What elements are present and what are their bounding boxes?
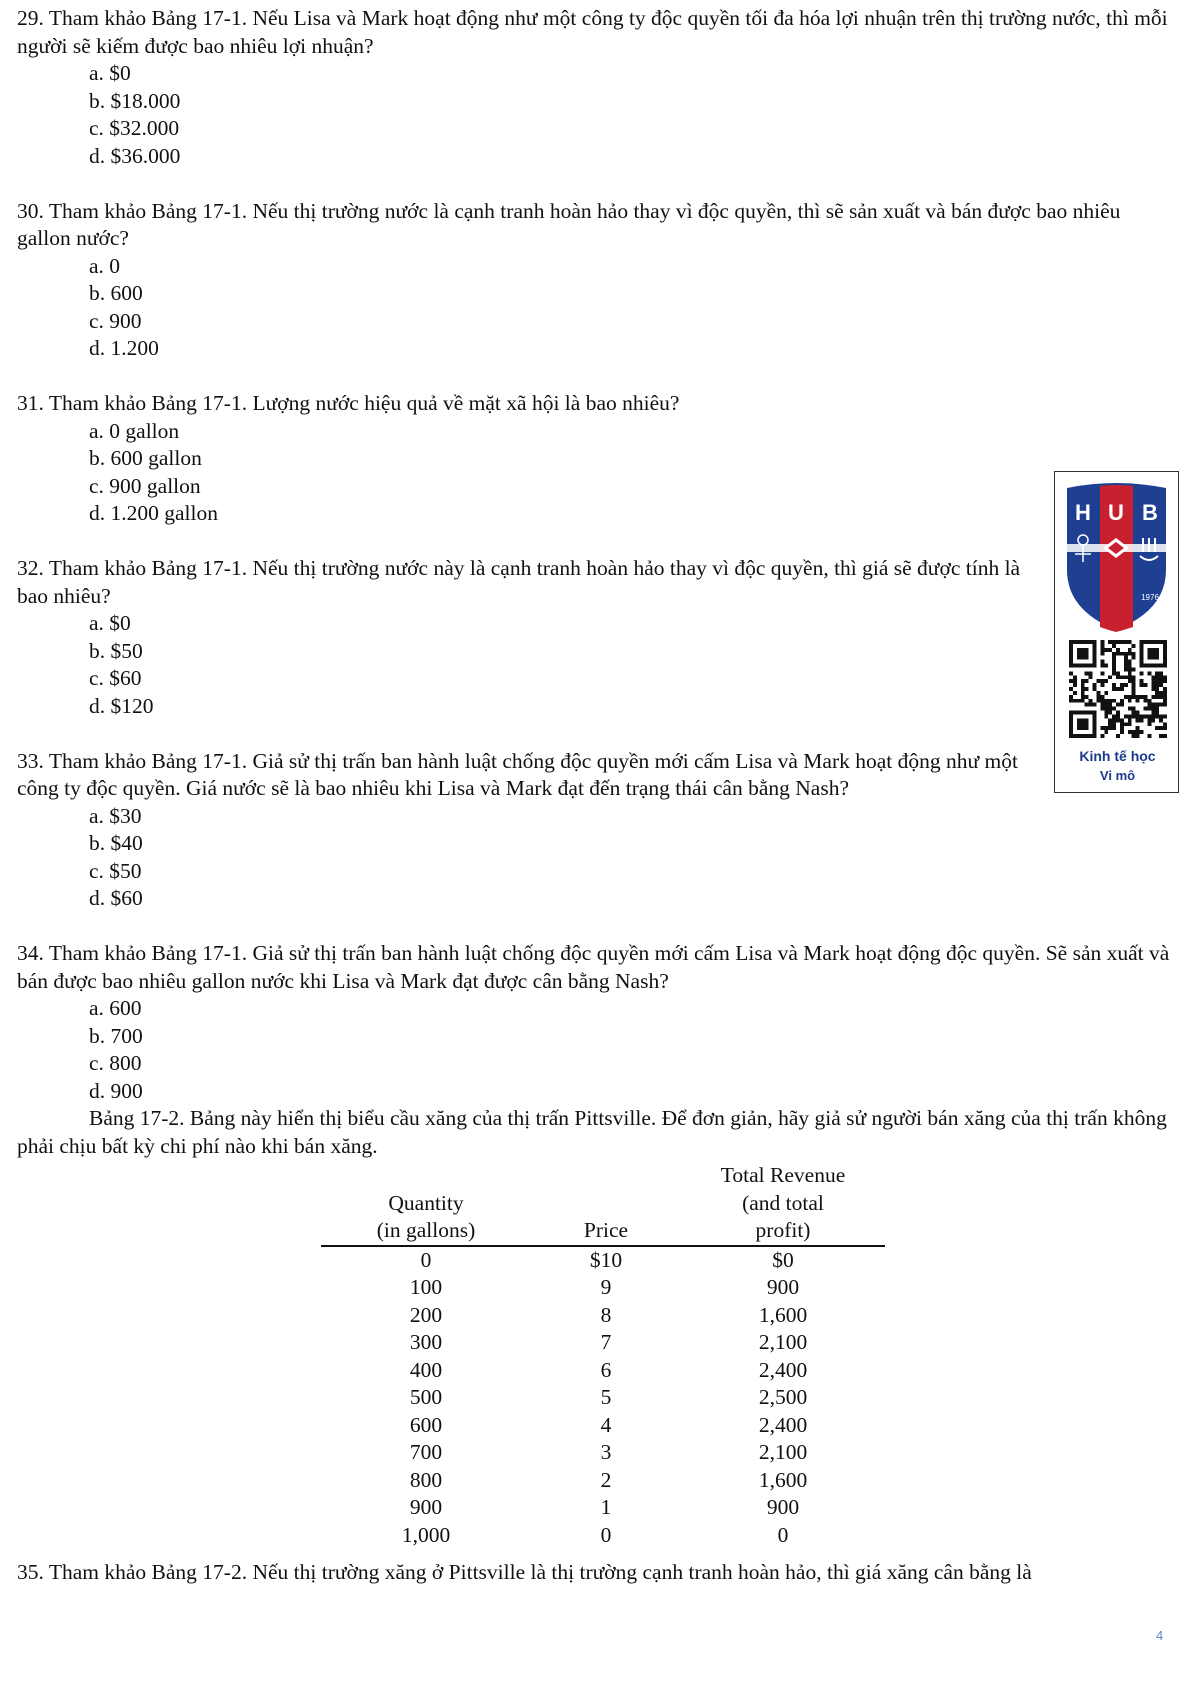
question-stem: 29. Tham khảo Bảng 17-1. Nếu Lisa và Mark hoạt động như một công ty độc quyền tối đa hóa lợi nhuận trên thị trường nước, thì mỗi người sẽ kiếm được bao nhiêu lợi nhuận?: [17, 6, 1168, 58]
cell-total-revenue: 2,400: [758, 1357, 808, 1382]
hub-logo-panel: [1054, 471, 1179, 793]
answer-option: d. 1.200: [89, 336, 159, 360]
answer-option: c. 900 gallon: [89, 473, 201, 498]
table-row: [321, 1467, 885, 1495]
table-row: [321, 1357, 885, 1385]
answer-option: a. $0: [89, 61, 131, 85]
table-row: [321, 1522, 885, 1550]
question-q29: [17, 5, 1177, 170]
answer-option: d. $60: [89, 886, 143, 910]
table-row: [321, 1329, 885, 1357]
answer-option: d. 900: [89, 1078, 143, 1103]
cell-price: 7: [600, 1330, 612, 1354]
cell-total-revenue: 2,100: [758, 1440, 808, 1464]
question-stem: 31. Tham khảo Bảng 17-1. Lượng nước hiệu quả về mặt xã hội là bao nhiêu?: [17, 391, 680, 415]
cell-total-revenue: 1,600: [758, 1302, 808, 1327]
cell-total-revenue: 1,600: [758, 1467, 808, 1492]
cell-price: 4: [600, 1412, 612, 1437]
answer-option: d. $120: [89, 693, 154, 718]
answer-option: d. 1.200 gallon: [89, 501, 218, 525]
question-q32: [17, 555, 1177, 720]
answer-option: b. $40: [89, 831, 143, 855]
table-intro: Bảng 17-2. Bảng này hiển thị biểu cầu xăng của thị trấn Pittsville. Để đơn giản, hãy giả sử người bán xăng của thị trấn không phải chịu bất kỳ chi phí nào khi bán xăng.: [17, 1106, 1167, 1158]
cell-price: 0: [600, 1522, 612, 1547]
question-stem: 32. Tham khảo Bảng 17-1. Nếu thị trường nước này là cạnh tranh hoàn hảo thay vì độc quyền, thì giá sẽ được tính là bao nhiêu?: [17, 556, 1021, 608]
question-q33: [17, 748, 1177, 913]
cell-total-revenue: 900: [766, 1495, 800, 1519]
cell-quantity: 700: [409, 1440, 443, 1464]
table-row: [321, 1384, 885, 1412]
table-row: [321, 1274, 885, 1302]
header-quantity: Quantity (in gallons): [376, 1190, 476, 1242]
cell-price: 5: [600, 1385, 612, 1409]
document-text: [17, 5, 1177, 1587]
answer-option: a. $30: [89, 803, 142, 828]
table-row: [321, 1246, 885, 1275]
cell-total-revenue: $0: [772, 1247, 794, 1272]
shield-year: 1976: [1141, 593, 1159, 602]
answer-option: c. $32.000: [89, 116, 180, 140]
cell-quantity: 600: [409, 1412, 443, 1437]
hub-shield-icon: [1063, 482, 1170, 632]
answer-option: c. 800: [89, 1051, 142, 1075]
cell-quantity: 500: [409, 1385, 443, 1409]
question-list: [17, 5, 1177, 1105]
answer-option: c. $60: [89, 666, 142, 690]
cell-price: 1: [600, 1495, 612, 1519]
question-stem: 33. Tham khảo Bảng 17-1. Giả sử thị trấn ban hành luật chống độc quyền mới cấm Lisa và Mark hoạt động như một công ty độc quyền. Giá nước sẽ là bao nhiêu khi Lisa và Mark đạt đến trạng thái cân bằng Nash?: [17, 748, 1018, 800]
cell-price: 3: [600, 1440, 612, 1464]
answer-option: b. $50: [89, 638, 143, 663]
header-total-revenue: Total Revenue (and total profit): [720, 1163, 846, 1242]
answer-option: d. $36.000: [89, 143, 181, 168]
cell-quantity: 300: [409, 1330, 443, 1354]
cell-total-revenue: 2,400: [758, 1412, 808, 1437]
table-row: [321, 1439, 885, 1467]
table-row: [321, 1494, 885, 1522]
cell-price: $10: [589, 1247, 623, 1272]
cell-quantity: 100: [409, 1275, 443, 1299]
question-35-stem: 35. Tham khảo Bảng 17-2. Nếu thị trường xăng ở Pittsville là thị trường cạnh tranh hoàn hảo, thì giá xăng cân bằng là: [17, 1560, 1032, 1584]
answer-option: a. $0: [89, 611, 131, 635]
cell-quantity: 900: [409, 1495, 443, 1519]
answer-option: a. 0 gallon: [89, 418, 180, 443]
answer-option: b. 700: [89, 1023, 143, 1048]
table-row: [321, 1302, 885, 1330]
cell-quantity: 800: [409, 1467, 443, 1492]
cell-total-revenue: 900: [766, 1275, 800, 1299]
answer-option: a. 0: [89, 253, 121, 278]
demand-table-wrap: [321, 1162, 885, 1549]
shield-letter-u: U: [1108, 500, 1124, 525]
answer-option: b. 600 gallon: [89, 446, 202, 470]
cell-total-revenue: 2,100: [758, 1330, 808, 1354]
table-header-row: [321, 1162, 885, 1246]
cell-price: 9: [600, 1275, 612, 1299]
question-q34: [17, 940, 1177, 1105]
demand-schedule-table: [321, 1162, 885, 1549]
cell-total-revenue: 2,500: [758, 1385, 808, 1409]
page-number: 4: [1156, 1628, 1164, 1643]
qr-code-icon: [1069, 640, 1167, 738]
cell-price: 6: [600, 1357, 612, 1382]
shield-letter-b: B: [1142, 500, 1158, 525]
answer-option: a. 600: [89, 996, 142, 1020]
cell-quantity: 0: [420, 1247, 432, 1272]
answer-option: b. $18.000: [89, 88, 181, 113]
answer-option: c. $50: [89, 858, 142, 883]
header-price: Price: [583, 1218, 629, 1242]
answer-option: c. 900: [89, 308, 142, 333]
table-body: [321, 1246, 885, 1550]
logo-caption-line2: Vi mô: [1099, 768, 1136, 783]
shield-letter-h: H: [1075, 500, 1091, 525]
cell-quantity: 200: [409, 1302, 443, 1327]
table-row: [321, 1412, 885, 1440]
question-stem: 30. Tham khảo Bảng 17-1. Nếu thị trường nước là cạnh tranh hoàn hảo thay vì độc quyền, thì sẽ sản xuất và bán được bao nhiêu gallon nước?: [17, 198, 1121, 250]
question-q30: [17, 198, 1177, 363]
cell-price: 8: [600, 1302, 612, 1327]
answer-option: b. 600: [89, 281, 143, 305]
cell-total-revenue: 0: [777, 1522, 789, 1547]
cell-price: 2: [600, 1467, 612, 1492]
cell-quantity: 400: [409, 1357, 443, 1382]
question-q31: [17, 390, 1177, 528]
logo-caption-line1: Kinh tế học: [1079, 748, 1156, 764]
question-stem: 34. Tham khảo Bảng 17-1. Giả sử thị trấn ban hành luật chống độc quyền mới cấm Lisa và Mark hoạt động độc quyền. Sẽ sản xuất và bán được bao nhiêu gallon nước khi Lisa và Mark đạt được cân bằng Nash?: [17, 941, 1170, 993]
cell-quantity: 1,000: [401, 1522, 451, 1547]
